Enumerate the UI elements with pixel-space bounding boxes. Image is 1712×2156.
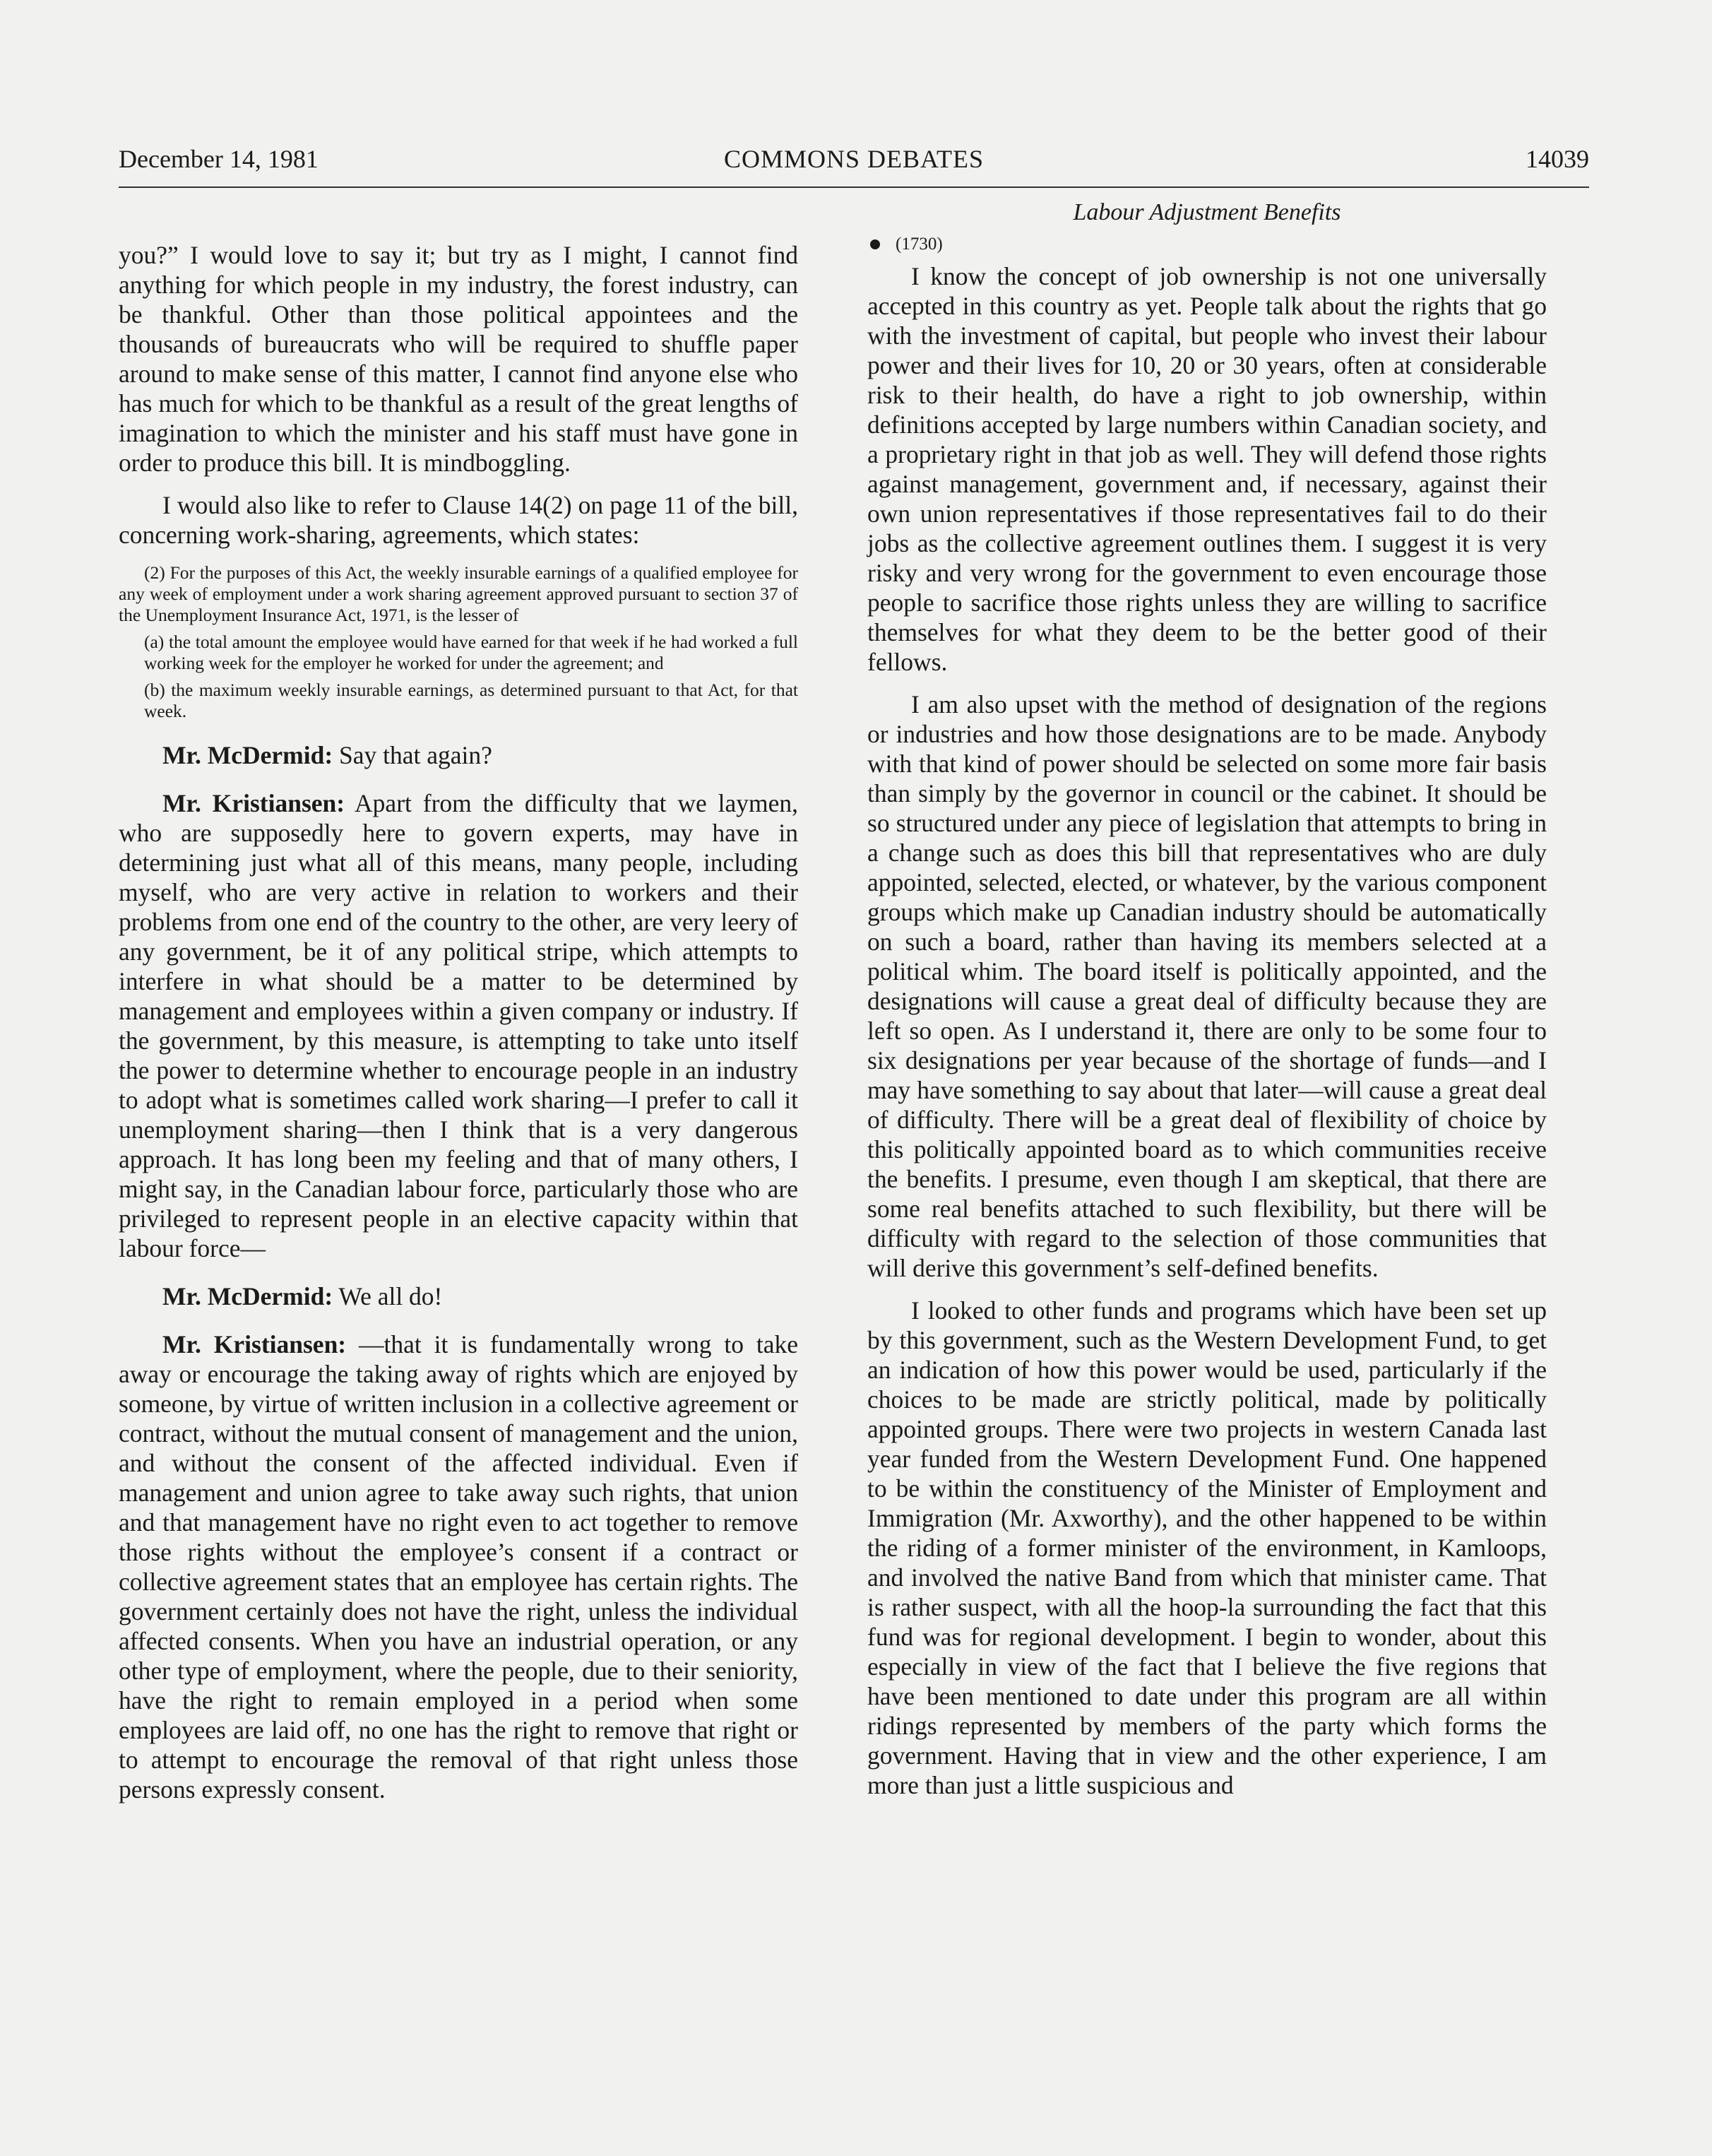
opening-paragraph: you?” I would love to say it; but try as I might, I cannot find anything for which people in my industry, the forest industry, can be thankful. Other than those political appointees and the thousands of bureaucrats who will be required to shuffle paper around to make sense of this matter, I cannot find anyone else who has much for which to be thankful as a result of the great lengths of imagination to which the minister and his staff must have gone in order to produce this bill. It is mindboggling. (119, 241, 798, 477)
header-date: December 14, 1981 (119, 145, 319, 173)
timestamp-text: (1730) (896, 235, 943, 254)
quote-item-a: (a) the total amount the employee would have earned for that week if he had worked a full working week for the employer he worked for under the agreement; and (144, 632, 798, 673)
quote-main: (2) For the purposes of this Act, the weekly insurable earnings of a qualified employee for any week of employment under a work sharing agreement approved pursuant to section 37 of the Unemployment Insurance Act, 1971, is the lesser of (119, 562, 798, 625)
right-column (867, 198, 1547, 1800)
speaker-name: Mr. McDermid: (162, 741, 333, 769)
speech-mcdermid-2 (119, 1281, 798, 1311)
speech-text: Say that again? (333, 741, 492, 769)
speaker-name: Mr. Kristiansen: (162, 789, 345, 817)
section-title: Labour Adjustment Benefits (1073, 199, 1341, 225)
speech-kristiansen-1 (119, 788, 798, 1263)
clause-intro-paragraph: I would also like to refer to Clause 14(2) on page 11 of the bill, concerning work-sharing, agreements, which states: (119, 491, 798, 549)
speech-kristiansen-2 (119, 1329, 798, 1804)
page-number: 14039 (1526, 145, 1589, 173)
right-paragraph-2: I am also upset with the method of designation of the regions or industries and how those designations are to be made. Anybody with that kind of power should be selected on some more fair basis than simply by the governor in council or the cabinet. It should be so structured under any piece of legislation that attempts to bring in a change such as does this bill that representatives who are duly appointed, selected, elected, or whatever, by the various component groups which make up Canadian industry should be automatically on such a board, rather than having its members selected at a political whim. The board itself is politically appointed, and the designations will cause a great deal of difficulty because they are left so open. As I understand it, there are only to be some four to six designations per year because of the shortage of funds—and I may have something to say about that later—will cause a great deal of difficulty. There will be a great deal of flexibility of choice by this politically appointed board as to which communities receive the benefits. I presume, even though I am skeptical, that there are some real benefits attached to such flexibility, but there will be difficulty with regard to the selection of those communities that will derive this government’s self-defined benefits. (867, 690, 1547, 1282)
speaker-name: Mr. Kristiansen: (162, 1330, 347, 1358)
bullet-icon (870, 239, 880, 249)
timestamp-marker (867, 235, 1547, 254)
left-column (119, 240, 798, 1804)
speech-text: —that it is fundamentally wrong to take away or encourage the taking away of rights which are enjoyed by someone, by virtue of written inclusion in a collective agreement or contract, without the mutual consent of management and the union, and without the consent of the affected individual. Even if management and union agree to take away such rights, that union and that management have no right even to act together to remove those rights without the employee’s consent if a contract or collective agreement states that an employee has certain rights. The government certainly does not have the right, unless the individual affected consents. When you have an industrial operation, or any other type of employment, where the people, due to their seniority, have the right to remain employed in a period when some employees are laid off, no one has the right to remove that right or to attempt to encourage the removal of that right unless those persons expressly consent. (119, 1330, 798, 1803)
quote-item-b: (b) the maximum weekly insurable earnings, as determined pursuant to that Act, for that week. (144, 680, 798, 721)
speech-text: We all do! (333, 1282, 443, 1310)
speech-mcdermid-1 (119, 740, 798, 770)
right-paragraph-3: I looked to other funds and programs which have been set up by this government, such as the Western Development Fund, to get an indication of how this power would be used, particularly if the choices to be made are strictly political, made by politically appointed groups. There were two projects in western Canada last year funded from the Western Development Fund. One happened to be within the constituency of the Minister of Employment and Immigration (Mr. Axworthy), and the other happened to be within the riding of a former minister of the environment, in Kamloops, and involved the native Band from which that minister came. That is rather suspect, with all the hoop-la surrounding the fact that this fund was for regional development. I begin to wonder, about this especially in view of the fact that I believe the five regions that have been mentioned to date under this program are all within ridings represented by members of the party which forms the government. Having that in view and the other experience, I am more than just a little suspicious and (867, 1296, 1547, 1799)
page-header (119, 144, 1589, 188)
publication-title: COMMONS DEBATES (723, 145, 985, 173)
speech-text: Apart from the difficulty that we laymen, who are supposedly here to govern experts, may have in determining just what all of this means, many people, including myself, who are very active in relation to workers and their problems from one end of the country to the other, are very leery of any government, be it of any political stripe, which attempts to interfere in what should be a matter to be determined by management and employees within a given company or industry. If the government, by this measure, is attempting to take unto itself the power to determine whether to encourage people in an industry to adopt what is sometimes called work sharing—I prefer to call it unemployment sharing—then I think that is a very dangerous approach. It has long been my feeling and that of many others, I might say, in the Canadian labour force, particularly those who are privileged to represent people in an elective capacity within that labour force— (119, 789, 798, 1262)
clause-quote (119, 562, 798, 722)
right-paragraph-1: I know the concept of job ownership is not one universally accepted in this country as yet. People talk about the rights that go with the investment of capital, but people who invest their labour power and their lives for 10, 20 or 30 years, often at considerable risk to their health, do have a right to job ownership, within definitions accepted by large numbers within Canadian society, and a proprietary right in that job as well. They will defend those rights against management, government and, if necessary, against their own union representatives if those representatives fail to do their jobs as the collective agreement outlines them. I suggest it is very risky and very wrong for the government to even encourage those people to sacrifice those rights unless they are willing to sacrifice themselves for what they deem to be the better good of their fellows. (867, 262, 1547, 676)
speaker-name: Mr. McDermid: (162, 1282, 333, 1310)
